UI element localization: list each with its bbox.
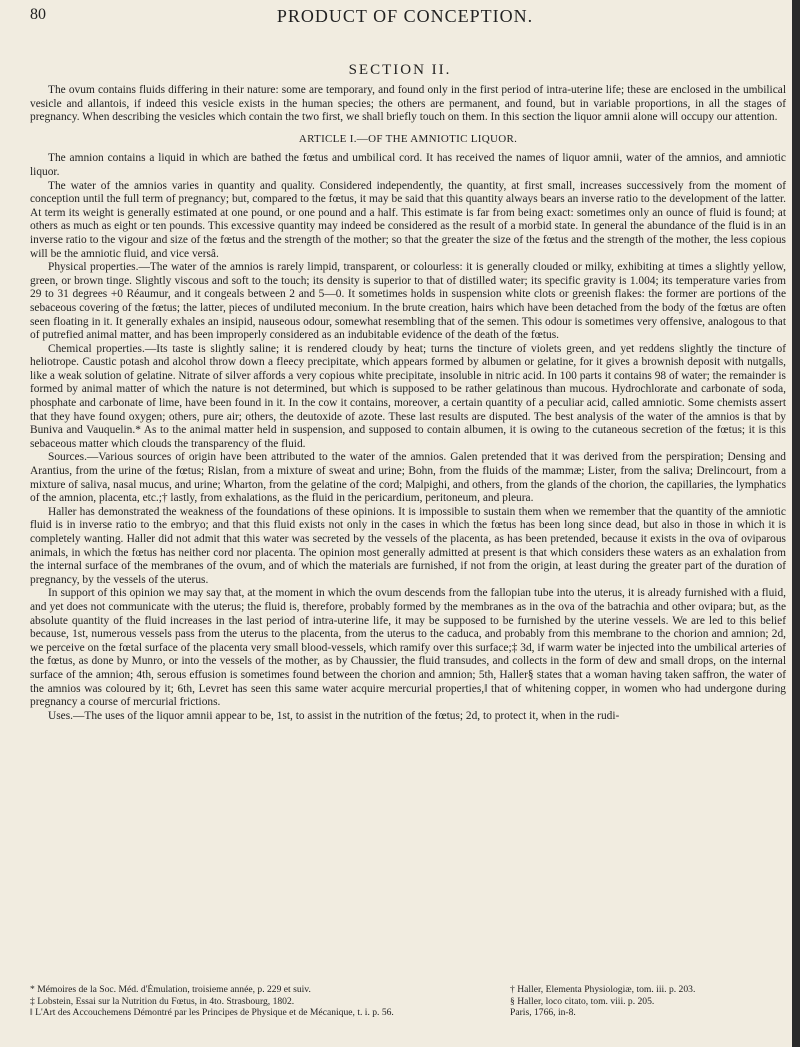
footnotes-right-column [510, 984, 786, 1019]
section-title: SECTION II. [348, 62, 452, 78]
paragraph: Sources.—Various sources of origin have been attributed to the water of the amnios. Galen pretended that it was derived from the perspiration; Densing and Arantius, from the urine of the fœtus; Rislan, from a mixture of sweat and urine; Bohn, from the fluids of the mammæ; Lister, from the saliva; Drelincourt, from a mixture of saliva, nasal mucus, and urine; Wharton, from the gelatine of the cord; Malpighi, and others, from the glands of the chorion, the capillaries, the lymphatics of the amnion, placenta, etc.;† lastly, from exhalations, as the fluid in the pericardium, peritoneum, and pleura. [30, 451, 786, 505]
page-edge-shadow [792, 0, 800, 1047]
paragraph: The amnion contains a liquid in which are bathed the fœtus and umbilical cord. It has received the names of liquor amnii, water of the amnios, and amniotic liquor. [30, 152, 786, 178]
page-number: 80 [30, 6, 46, 23]
paragraph: In support of this opinion we may say that, at the moment in which the ovum descends from the fallopian tube into the uterus, it is already furnished with a fluid, and yet does not communicate with the uterus; the fluid is, therefore, probably formed by the membranes as in the ova of the batrachia and other ovipara; but, as the absolute quantity of the fluid increases in the last period of intra-uterine life, it may be supposed to be furnished by the uterine vessels. We are led to this belief because, 1st, numerous vessels pass from the uterus to the placenta, from the uterus to the caduca, and probably from this membrane to the chorion and amnion; 2d, we perceive on the fœtal surface of the placenta very small blood-vessels, which ramify over this surface;‡ 3d, if warm water be injected into the umbilical arteries of the fœtus, as done by Munro, or into the vessels of the mother, as by Chaussier, the fluid transudes, and collects in the form of dew and small drops, on the internal surface of the amnion; 4th, serous effusion is sometimes found between the chorion and amnion; 5th, Haller§ states that a woman having taken saffron, the water of the amnios was coloured by it; 6th, Levret has seen this same water acquire mercurial properties,‖ that of whitening copper, in women who had undergone during pregnancy a course of mercurial frictions. [30, 587, 786, 709]
body-text [30, 84, 786, 723]
running-title: PRODUCT OF CONCEPTION. [276, 6, 534, 26]
footnote: * Mémoires de la Soc. Méd. d'Émulation, troisieme année, p. 229 et suiv. [30, 984, 311, 995]
running-head [30, 6, 780, 30]
paragraph: Uses.—The uses of the liquor amnii appear to be, 1st, to assist in the nutrition of the fœtus; 2d, to protect it, when in the rudi- [48, 709, 620, 722]
footnote: † Haller, Elementa Physiologiæ, tom. iii. p. 203. [510, 984, 696, 995]
paragraph: Chemical properties.—Its taste is slightly saline; it is rendered cloudy by heat; turns the tincture of violets green, and yet reddens slightly the tincture of heliotrope. Caustic potash and alcohol throw down a fleecy precipitate, which appears formed by albumen or gelatine, for it gives a brownish deposit with nutgalls, like a weak solution of gelatine. Nitrate of silver affords a very copious white precipitate, insoluble in nitric acid. In 100 parts it contains 98 of water; the remainder is formed by animal matter of which the nature is not determined, but which is supposed to be rather gelatinous than mucous. Hydrochlorate and carbonate of soda, phosphate and carbonate of lime, have been found in it. In the cow it contains, moreover, a certain quantity of a peculiar acid, called amniotic. Some chemists assert that they have found oxygen; others, pure air; others, the deutoxide of azote. These last results are disputed. The best analysis of the water of the amnios is that by Buniva and Vauquelin.* As to the animal matter held in suspension, and supposed to contain albumen, it is owing to the cutaneous secretion of the fœtus; it is this sebaceous matter which clouds the transparency of the fluid. [30, 342, 786, 450]
footnote: ‖ L'Art des Accouchemens Démontré par les Principes de Physique et de Mécanique, t. i. p. 56. [30, 1007, 394, 1018]
footnote: ‡ Lobstein, Essai sur la Nutrition du Fœtus, in 4to. Strasbourg, 1802. [30, 995, 295, 1007]
paragraph: The water of the amnios varies in quantity and quality. Considered independently, the quantity, at first small, increases successively from the moment of conception until the full term of pregnancy; but, compared to the fœtus, it may be said that this quantity always bears an inverse ratio to the development of the latter. At term its weight is generally estimated at one pound, or one pound and a half. This estimate is far from being exact: sometimes only an ounce of fluid is found; at others as much as eight or ten pounds. This excessive quantity may indeed be considered as the result of a morbid state. In general the abundance of the fluid is in an inverse ratio to the vigour and size of the fœtus and the strength of the mother; so that the greater the size of the fœtus and the strength of the mother, the less copious will be the amniotic fluid, and vice versâ. [30, 179, 786, 260]
footnote: Paris, 1766, in-8. [510, 1007, 576, 1018]
paragraph: Haller has demonstrated the weakness of the foundations of these opinions. It is impossible to sustain them when we remember that the quantity of the amniotic fluid is in inverse ratio to the embryo; and that this fluid exists not only in the cases in which the fœtus has been long since dead, but also in those in which it is completely wanting. Haller did not admit that this water was secreted by the vessels of the placenta, as has been pretended, because it exists in the ova of oviparous animals, in which the fœtus has neither cord nor placenta. The opinion most generally admitted at present is that which considers these waters as an exhalation from the internal surface of the membranes of the ovum, and of which the materials are furnished, if not from the origin, at least during the greater part of the duration of pregnancy, by the vessels of the uterus. [30, 505, 786, 586]
article-title: ARTICLE I.—OF THE AMNIOTIC LIQUOR. [298, 132, 518, 145]
intro-paragraph: The ovum contains fluids differing in their nature: some are temporary, and found only in the first period of intra-uterine life; these are enclosed in the umbilical vesicle and allantois, if indeed this vesicle exists in the human species; the others are permanent, and found, but in variable proportions, in all the stages of pregnancy. When describing the vesicles which contain the two first, we shall briefly touch on them. In this section the liquor amnii alone will occupy our attention. [30, 84, 786, 124]
paragraph: Physical properties.—The water of the amnios is rarely limpid, transparent, or colourless: it is generally clouded or milky, exhibiting at times a slightly yellow, green, or brown tinge. Slightly viscous and soft to the touch; its density is superior to that of distilled water; its specific gravity is 1.004; its temperature varies from 29 to 31 degrees +0 Réaumur, and it congeals between 2 and 5—0. It sometimes holds in suspension white clots or greenish flakes: the former are portions of the sebaceous covering of the fœtus; the latter, pieces of undiluted meconium. In the brute creation, hairs which have been detached from the body of the fœtus are often seen floating in it. It generally exhales an insipid, nauseous odour, somewhat resembling that of the semen. This odour is sometimes very offensive, analogous to that of putrefied animal matter, and has been improperly considered as an indubitable evidence of the death of the fœtus. [30, 261, 786, 342]
footnotes-left-column [30, 984, 500, 1019]
footnote: § Haller, loco citato, tom. viii. p. 205. [510, 995, 655, 1007]
